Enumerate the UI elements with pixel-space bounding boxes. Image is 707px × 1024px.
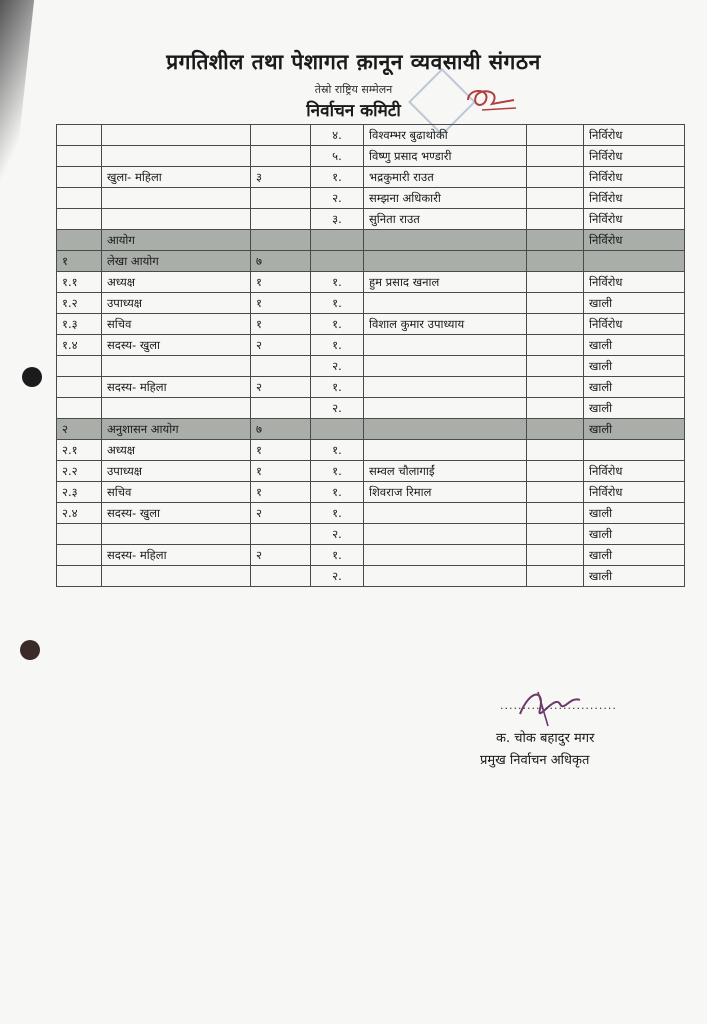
punch-hole xyxy=(22,367,42,387)
post-cell: सदस्य- महिला xyxy=(102,545,251,566)
table-row xyxy=(57,461,685,482)
post-cell: सदस्य- महिला xyxy=(102,377,251,398)
table-row xyxy=(57,167,685,188)
candidate-name-cell: भद्रकुमारी राउत xyxy=(364,167,527,188)
serial-number-cell: २.२ xyxy=(57,461,102,482)
candidate-number-cell: २. xyxy=(311,524,364,545)
candidate-number-cell: १. xyxy=(311,335,364,356)
serial-number-cell: १.४ xyxy=(57,335,102,356)
table-row xyxy=(57,524,685,545)
status-cell: निर्विरोध xyxy=(584,230,685,251)
table-row xyxy=(57,440,685,461)
candidate-name-cell: विष्णु प्रसाद भण्डारी xyxy=(364,146,527,167)
status-cell: खाली xyxy=(584,419,685,440)
serial-number-cell xyxy=(57,545,102,566)
seat-count-cell xyxy=(251,188,311,209)
table-row xyxy=(57,125,685,146)
blank-cell xyxy=(527,482,584,503)
post-cell xyxy=(102,524,251,545)
candidate-number-cell xyxy=(311,251,364,272)
candidate-name-cell xyxy=(364,293,527,314)
serial-number-cell: २.४ xyxy=(57,503,102,524)
table-row xyxy=(57,503,685,524)
serial-number-cell: १ xyxy=(57,251,102,272)
candidate-name-cell: विशाल कुमार उपाध्याय xyxy=(364,314,527,335)
post-cell xyxy=(102,146,251,167)
candidate-name-cell: सम्वल चौलागाईं xyxy=(364,461,527,482)
table-row xyxy=(57,188,685,209)
post-cell: अनुशासन आयोग xyxy=(102,419,251,440)
candidate-name-cell: सुनिता राउत xyxy=(364,209,527,230)
seat-count-cell xyxy=(251,524,311,545)
seat-count-cell xyxy=(251,566,311,587)
table-row xyxy=(57,335,685,356)
table-row xyxy=(57,209,685,230)
serial-number-cell xyxy=(57,209,102,230)
blank-cell xyxy=(527,293,584,314)
table-row xyxy=(57,230,685,251)
seat-count-cell xyxy=(251,356,311,377)
candidate-number-cell: १. xyxy=(311,482,364,503)
blank-cell xyxy=(527,272,584,293)
post-cell: सचिव xyxy=(102,314,251,335)
punch-hole xyxy=(20,640,40,660)
serial-number-cell xyxy=(57,188,102,209)
candidate-number-cell: १. xyxy=(311,461,364,482)
candidate-number-cell: १. xyxy=(311,272,364,293)
committee-heading: निर्वाचन कमिटी xyxy=(306,101,401,121)
candidate-number-cell: ४. xyxy=(311,125,364,146)
candidate-number-cell: १. xyxy=(311,545,364,566)
status-cell: खाली xyxy=(584,566,685,587)
candidate-number-cell: १. xyxy=(311,167,364,188)
candidate-number-cell xyxy=(311,230,364,251)
candidate-number-cell: २. xyxy=(311,356,364,377)
results-table xyxy=(56,124,685,587)
status-cell: निर्विरोध xyxy=(584,209,685,230)
status-cell xyxy=(584,251,685,272)
blank-cell xyxy=(527,188,584,209)
post-cell xyxy=(102,188,251,209)
status-cell: खाली xyxy=(584,503,685,524)
serial-number-cell xyxy=(57,356,102,377)
signature-line: .......................... xyxy=(500,699,617,712)
post-cell: सदस्य- खुला xyxy=(102,503,251,524)
candidate-name-cell xyxy=(364,335,527,356)
seat-count-cell: १ xyxy=(251,440,311,461)
seat-count-cell: २ xyxy=(251,503,311,524)
status-cell: निर्विरोध xyxy=(584,314,685,335)
seat-count-cell: १ xyxy=(251,482,311,503)
candidate-number-cell: १. xyxy=(311,503,364,524)
candidate-name-cell xyxy=(364,356,527,377)
blank-cell xyxy=(527,398,584,419)
candidate-number-cell xyxy=(311,419,364,440)
serial-number-cell: २ xyxy=(57,419,102,440)
seat-count-cell xyxy=(251,398,311,419)
candidate-name-cell xyxy=(364,524,527,545)
post-cell xyxy=(102,566,251,587)
serial-number-cell xyxy=(57,398,102,419)
serial-number-cell xyxy=(57,377,102,398)
seat-count-cell xyxy=(251,146,311,167)
seat-count-cell: ७ xyxy=(251,251,311,272)
candidate-name-cell xyxy=(364,251,527,272)
candidate-name-cell xyxy=(364,377,527,398)
blank-cell xyxy=(527,419,584,440)
blank-cell xyxy=(527,335,584,356)
seat-count-cell: ३ xyxy=(251,167,311,188)
status-cell: खाली xyxy=(584,356,685,377)
candidate-name-cell: हुम प्रसाद खनाल xyxy=(364,272,527,293)
post-cell: खुला- महिला xyxy=(102,167,251,188)
blank-cell xyxy=(527,545,584,566)
candidate-number-cell: १. xyxy=(311,440,364,461)
candidate-name-cell xyxy=(364,503,527,524)
blank-cell xyxy=(527,377,584,398)
table-row xyxy=(57,545,685,566)
post-cell: अध्यक्ष xyxy=(102,440,251,461)
table-row xyxy=(57,314,685,335)
status-cell: निर्विरोध xyxy=(584,461,685,482)
blank-cell xyxy=(527,461,584,482)
blank-cell xyxy=(527,440,584,461)
candidate-name-cell xyxy=(364,230,527,251)
candidate-name-cell xyxy=(364,398,527,419)
signatory-name: क. चोक बहादुर मगर xyxy=(496,731,595,746)
candidate-number-cell: ३. xyxy=(311,209,364,230)
candidate-name-cell: शिवराज रिमाल xyxy=(364,482,527,503)
blank-cell xyxy=(527,230,584,251)
candidate-number-cell: २. xyxy=(311,398,364,419)
serial-number-cell xyxy=(57,566,102,587)
table-row xyxy=(57,272,685,293)
serial-number-cell: २.३ xyxy=(57,482,102,503)
status-cell: खाली xyxy=(584,398,685,419)
serial-number-cell xyxy=(57,146,102,167)
serial-number-cell xyxy=(57,167,102,188)
table-row xyxy=(57,419,685,440)
serial-number-cell xyxy=(57,230,102,251)
blank-cell xyxy=(527,251,584,272)
status-cell: निर्विरोध xyxy=(584,146,685,167)
post-cell: सचिव xyxy=(102,482,251,503)
table-row xyxy=(57,356,685,377)
post-cell: उपाध्यक्ष xyxy=(102,461,251,482)
status-cell: निर्विरोध xyxy=(584,167,685,188)
seat-count-cell xyxy=(251,125,311,146)
table-row xyxy=(57,146,685,167)
status-cell: खाली xyxy=(584,335,685,356)
table-row xyxy=(57,251,685,272)
status-cell: निर्विरोध xyxy=(584,125,685,146)
blank-cell xyxy=(527,524,584,545)
seat-count-cell: ७ xyxy=(251,419,311,440)
serial-number-cell: १.१ xyxy=(57,272,102,293)
blank-cell xyxy=(527,146,584,167)
candidate-number-cell: १. xyxy=(311,314,364,335)
seat-count-cell: २ xyxy=(251,335,311,356)
post-cell: सदस्य- खुला xyxy=(102,335,251,356)
post-cell xyxy=(102,356,251,377)
serial-number-cell: १.२ xyxy=(57,293,102,314)
seat-count-cell: २ xyxy=(251,545,311,566)
blank-cell xyxy=(527,356,584,377)
blank-cell xyxy=(527,167,584,188)
candidate-name-cell: विश्वम्भर बुढाथोकी xyxy=(364,125,527,146)
seat-count-cell: १ xyxy=(251,272,311,293)
blank-cell xyxy=(527,503,584,524)
seat-count-cell: १ xyxy=(251,461,311,482)
signatory-title: प्रमुख निर्वाचन अधिकृत xyxy=(480,753,590,768)
table-row xyxy=(57,482,685,503)
seat-count-cell: २ xyxy=(251,377,311,398)
organization-title: प्रगतिशील तथा पेशागत क़ानून व्यवसायी संगठन xyxy=(166,50,541,74)
table-row xyxy=(57,293,685,314)
blank-cell xyxy=(527,209,584,230)
status-cell: निर्विरोध xyxy=(584,482,685,503)
blank-cell xyxy=(527,314,584,335)
serial-number-cell xyxy=(57,125,102,146)
serial-number-cell: २.१ xyxy=(57,440,102,461)
status-cell: खाली xyxy=(584,545,685,566)
seat-count-cell: १ xyxy=(251,293,311,314)
candidate-number-cell: २. xyxy=(311,188,364,209)
post-cell: आयोग xyxy=(102,230,251,251)
candidate-name-cell xyxy=(364,545,527,566)
status-cell: निर्विरोध xyxy=(584,272,685,293)
blank-cell xyxy=(527,566,584,587)
post-cell xyxy=(102,398,251,419)
serial-number-cell: १.३ xyxy=(57,314,102,335)
conference-subtitle: तेस्रो राष्ट्रिय सम्मेलन xyxy=(314,83,393,96)
candidate-number-cell: २. xyxy=(311,566,364,587)
seat-count-cell xyxy=(251,209,311,230)
candidate-number-cell: १. xyxy=(311,293,364,314)
post-cell: लेखा आयोग xyxy=(102,251,251,272)
post-cell: उपाध्यक्ष xyxy=(102,293,251,314)
candidate-name-cell xyxy=(364,566,527,587)
status-cell: निर्विरोध xyxy=(584,188,685,209)
candidate-name-cell xyxy=(364,419,527,440)
status-cell: खाली xyxy=(584,293,685,314)
candidate-number-cell: ५. xyxy=(311,146,364,167)
status-cell: खाली xyxy=(584,377,685,398)
seat-count-cell: १ xyxy=(251,314,311,335)
status-cell xyxy=(584,440,685,461)
table-row xyxy=(57,377,685,398)
seat-count-cell xyxy=(251,230,311,251)
initial-mark xyxy=(462,86,518,114)
candidate-name-cell: सम्झना अधिकारी xyxy=(364,188,527,209)
post-cell: अध्यक्ष xyxy=(102,272,251,293)
candidate-number-cell: १. xyxy=(311,377,364,398)
post-cell xyxy=(102,209,251,230)
status-cell: खाली xyxy=(584,524,685,545)
candidate-name-cell xyxy=(364,440,527,461)
serial-number-cell xyxy=(57,524,102,545)
table-row xyxy=(57,398,685,419)
blank-cell xyxy=(527,125,584,146)
table-row xyxy=(57,566,685,587)
post-cell xyxy=(102,125,251,146)
